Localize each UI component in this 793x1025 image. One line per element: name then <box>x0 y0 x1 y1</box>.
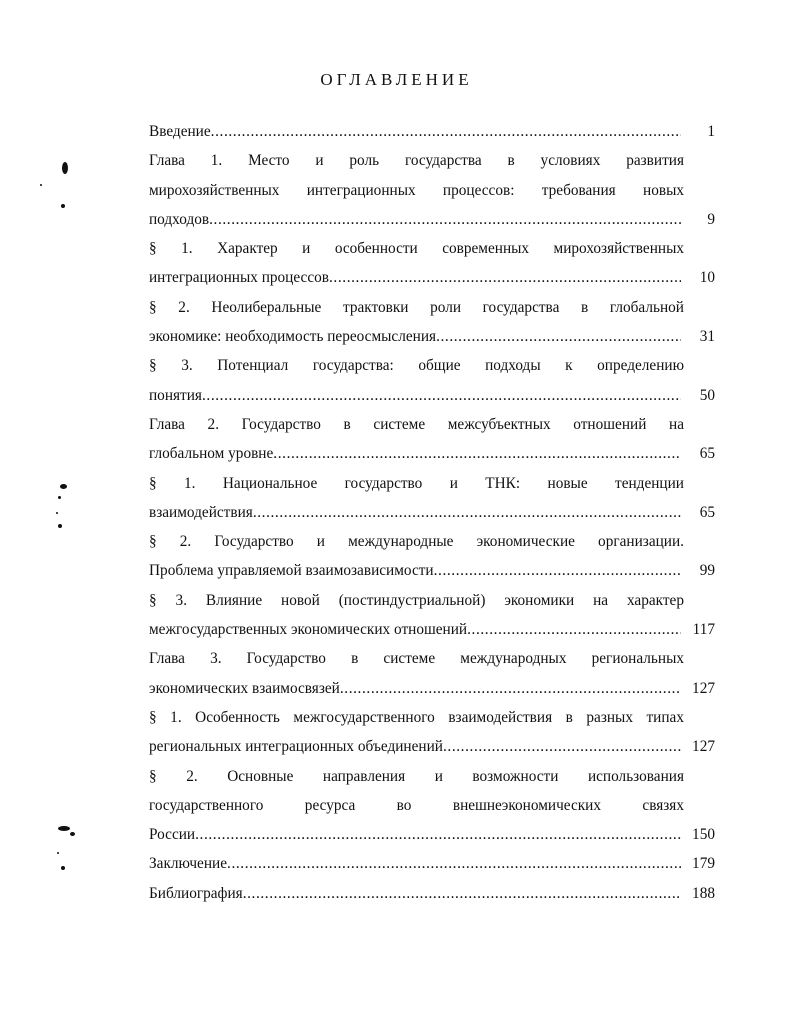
toc-entry-text: взаимодействия <box>149 503 253 521</box>
toc-entry <box>149 762 715 850</box>
scan-speck <box>61 866 65 870</box>
toc-entry-line: § 2. Государство и международные экономические организации. <box>149 533 684 551</box>
dot-leader <box>443 732 681 761</box>
dot-leader <box>467 615 681 644</box>
dot-leader <box>436 322 681 351</box>
page-title: ОГЛАВЛЕНИЕ <box>320 70 473 89</box>
page-number: 179 <box>692 855 715 873</box>
dot-leader <box>211 117 681 146</box>
toc-entry-text: Проблема управляемой взаимозависимости <box>149 562 434 580</box>
dot-leader <box>340 674 681 703</box>
table-of-contents <box>149 117 715 908</box>
dot-leader <box>202 381 681 410</box>
toc-entry-line: Глава 3. Государство в системе международных региональных <box>149 650 684 668</box>
toc-entry-text: экономике: необходимость переосмысления <box>149 328 437 346</box>
toc-entry-final-line <box>149 205 715 234</box>
toc-entry-line: § 1. Национальное государство и ТНК: новые тенденции <box>149 474 684 492</box>
toc-entry-final-line <box>149 439 715 468</box>
page-number: 65 <box>699 445 715 463</box>
page-number: 1 <box>707 123 715 140</box>
toc-entry-final-line <box>149 498 715 527</box>
dot-leader <box>329 263 681 292</box>
scan-speck <box>57 852 59 854</box>
toc-entry-final-line <box>149 732 715 761</box>
toc-entry-text: понятия <box>149 386 202 404</box>
toc-entry-text: межгосударственных экономических отношений <box>149 621 468 639</box>
toc-entry-final-line <box>149 849 715 878</box>
page-number: 150 <box>692 826 715 844</box>
toc-entry-line: § 1. Характер и особенности современных мирохозяйственных <box>149 240 684 258</box>
scan-speck <box>58 524 62 528</box>
toc-entry-line: § 2. Основные направления и возможности использования <box>149 767 684 785</box>
dot-leader <box>273 439 681 468</box>
toc-entry-final-line <box>149 879 715 908</box>
toc-entry <box>149 351 715 410</box>
toc-entry <box>149 293 715 352</box>
dot-leader <box>243 879 681 908</box>
page-number: 50 <box>699 386 715 404</box>
page-number: 188 <box>692 884 715 902</box>
toc-entry-final-line <box>149 117 715 146</box>
toc-entry-text: глобальном уровне <box>149 445 274 463</box>
scan-speck <box>70 832 75 836</box>
toc-entry-text: региональных интеграционных объединений <box>149 738 443 756</box>
page-number: 99 <box>699 562 715 580</box>
toc-entry-line: § 2. Неолиберальные трактовки роли государства в глобальной <box>149 298 684 316</box>
toc-entry-final-line <box>149 322 715 351</box>
scan-speck <box>61 204 65 208</box>
page-number: 127 <box>692 738 715 756</box>
page-number: 31 <box>699 328 715 346</box>
toc-entry-line: § 1. Особенность межгосударственного взаимодействия в разных типах <box>149 708 684 726</box>
toc-entry-line: государственного ресурса во внешнеэкономических связях <box>149 796 684 814</box>
scan-speck <box>58 826 70 831</box>
toc-entry-text: подходов <box>149 210 210 228</box>
scan-speck <box>60 484 67 489</box>
dot-leader <box>209 205 681 234</box>
toc-entry <box>149 849 715 878</box>
toc-entry-final-line <box>149 263 715 292</box>
scan-speck <box>62 162 68 174</box>
toc-entry-final-line <box>149 556 715 585</box>
toc-entry-final-line <box>149 820 715 849</box>
toc-entry-line: § 3. Потенциал государства: общие подходы к определению <box>149 357 684 375</box>
toc-entry-line: § 3. Влияние новой (постиндустриальной) экономики на характер <box>149 591 684 609</box>
toc-entry <box>149 527 715 586</box>
toc-entry-line: Глава 2. Государство в системе межсубъектных отношений на <box>149 415 684 433</box>
toc-entry-text: Заключение <box>149 855 228 873</box>
toc-entry <box>149 234 715 293</box>
toc-entry <box>149 586 715 645</box>
toc-entry <box>149 146 715 234</box>
page-number: 9 <box>707 210 715 228</box>
dot-leader <box>227 849 681 878</box>
toc-entry-text: интеграционных процессов <box>149 269 329 287</box>
toc-entry-final-line <box>149 674 715 703</box>
page-number: 127 <box>692 679 715 697</box>
toc-entry-text: Библиография <box>149 884 243 902</box>
toc-entry-final-line <box>149 615 715 644</box>
toc-entry-line: мирохозяйственных интеграционных процессов: требования новых <box>149 181 684 199</box>
toc-entry <box>149 703 715 762</box>
dot-leader <box>195 820 681 849</box>
dot-leader <box>434 556 681 585</box>
toc-entry <box>149 469 715 528</box>
scan-speck <box>56 512 58 514</box>
toc-entry-text: экономических взаимосвязей <box>149 679 340 697</box>
dot-leader <box>253 498 681 527</box>
toc-entry <box>149 117 715 146</box>
page-number: 65 <box>699 503 715 521</box>
toc-entry-text: Введение <box>149 123 211 140</box>
toc-entry <box>149 410 715 469</box>
toc-entry-final-line <box>149 381 715 410</box>
page-number: 10 <box>699 269 715 287</box>
page-number: 117 <box>692 621 715 639</box>
toc-entry-text: России <box>149 826 196 844</box>
scan-speck <box>40 184 42 186</box>
toc-entry-line: Глава 1. Место и роль государства в условиях развития <box>149 152 684 170</box>
toc-entry <box>149 644 715 703</box>
scan-speck <box>58 496 61 499</box>
toc-entry <box>149 879 715 908</box>
